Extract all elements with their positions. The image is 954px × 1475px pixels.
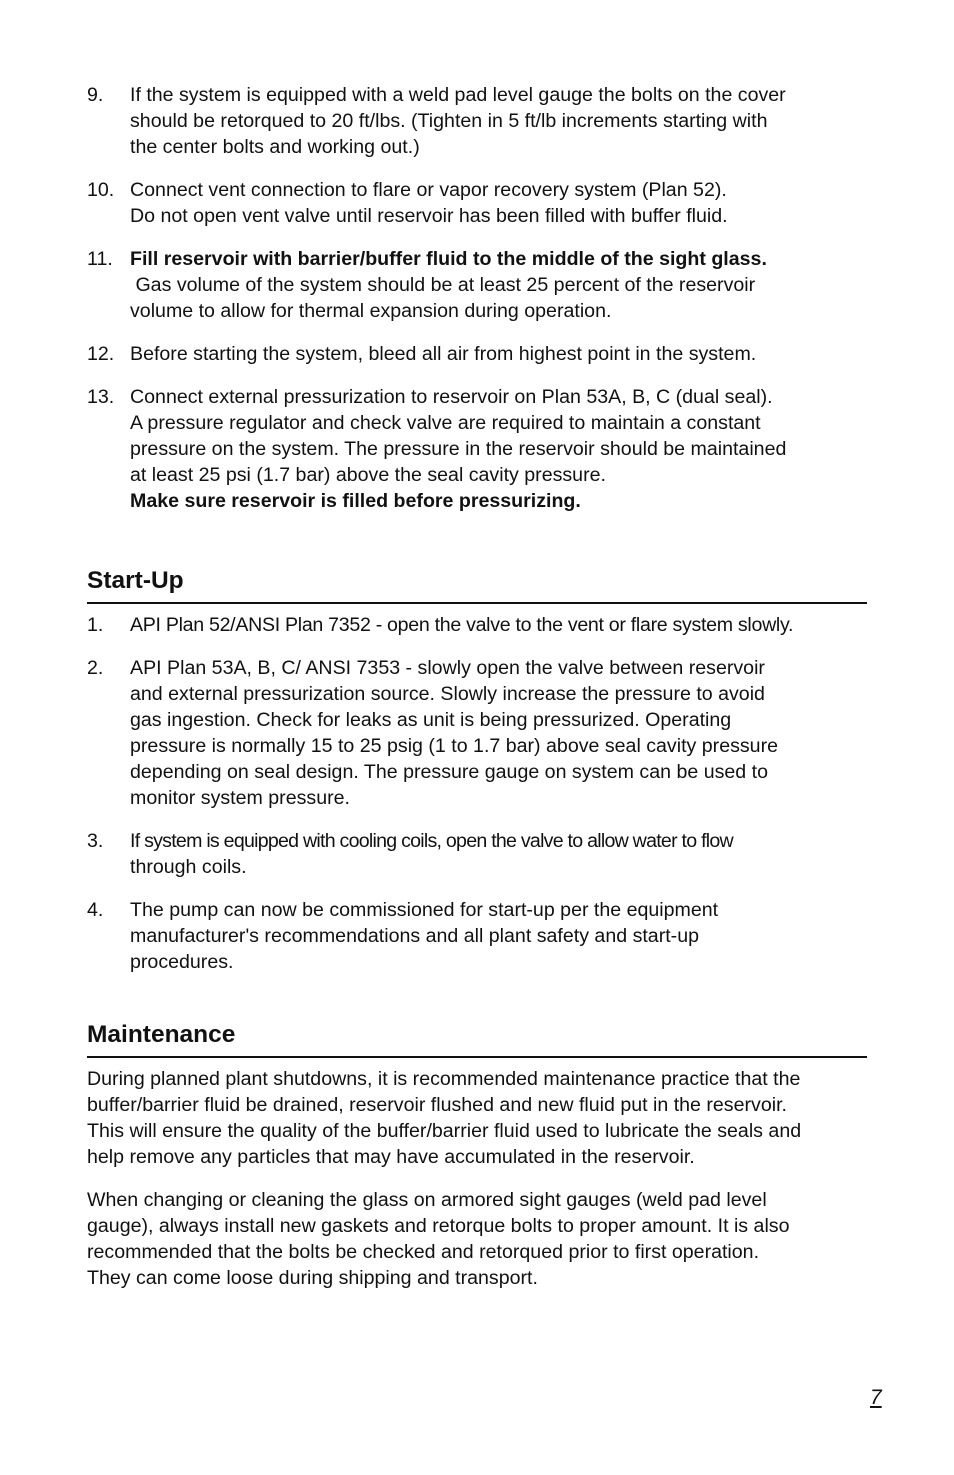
- step-number: 10.: [87, 179, 115, 201]
- text-line: the center bolts and working out.): [130, 136, 420, 158]
- text-line: gas ingestion. Check for leaks as unit is being pressurized. Operating: [130, 709, 732, 731]
- text-line: Connect external pressurization to reservoir on Plan 53A, B, C (dual seal).: [130, 386, 773, 408]
- startup-section: [87, 566, 867, 975]
- step-text: [130, 177, 867, 229]
- list-item: [87, 341, 867, 367]
- step-text: [130, 246, 867, 324]
- text-line: monitor system pressure.: [130, 787, 350, 809]
- step-number: 11.: [87, 248, 113, 270]
- step-text: [130, 82, 867, 160]
- maintenance-section: [87, 1020, 867, 1291]
- text-line: Do not open vent valve until reservoir has been filled with buffer fluid.: [130, 205, 728, 227]
- emphasis-line: Fill reservoir with barrier/buffer fluid to the middle of the sight glass.: [130, 248, 767, 270]
- text-line: Connect vent connection to flare or vapor recovery system (Plan 52).: [130, 179, 727, 201]
- step-number: 3.: [87, 830, 104, 852]
- document-page: [87, 82, 867, 1308]
- step-number: 12.: [87, 343, 115, 365]
- text-line: procedures.: [130, 951, 234, 973]
- startup-steps-list: [87, 612, 867, 975]
- text-line: Before starting the system, bleed all air from highest point in the system.: [130, 343, 757, 365]
- text-line: gauge), always install new gaskets and retorque bolts to proper amount. It is also: [87, 1215, 790, 1237]
- list-item: [87, 612, 867, 638]
- text-line: buffer/barrier fluid be drained, reservoir flushed and new fluid put in the reservoir.: [87, 1094, 787, 1116]
- page-number: 7: [870, 1386, 882, 1409]
- text-line: and external pressurization source. Slowly increase the pressure to avoid: [130, 683, 765, 705]
- step-text: [130, 897, 867, 975]
- text-line: When changing or cleaning the glass on armored sight gauges (weld pad level: [87, 1189, 767, 1211]
- step-text: [130, 655, 867, 811]
- step-text: [130, 341, 867, 367]
- section-title: Start-Up: [87, 566, 867, 604]
- text-line: API Plan 52/ANSI Plan 7352 - open the valve to the vent or flare system slowly.: [130, 614, 794, 636]
- text-line: This will ensure the quality of the buffer/barrier fluid used to lubricate the seals and: [87, 1120, 802, 1142]
- text-line: If system is equipped with cooling coils, open the valve to allow water to flow: [130, 830, 733, 852]
- text-line: They can come loose during shipping and transport.: [87, 1267, 538, 1289]
- text-line: manufacturer's recommendations and all plant safety and start-up: [130, 925, 699, 947]
- step-text: [130, 612, 867, 638]
- paragraph: [87, 1066, 867, 1170]
- text-line: Gas volume of the system should be at least 25 percent of the reservoir: [130, 274, 756, 296]
- step-text: [130, 384, 867, 514]
- section-title: Maintenance: [87, 1020, 867, 1058]
- paragraph: [87, 1187, 867, 1291]
- text-line: should be retorqued to 20 ft/lbs. (Tighten in 5 ft/lb increments starting with: [130, 110, 768, 132]
- text-line: API Plan 53A, B, C/ ANSI 7353 - slowly open the valve between reservoir: [130, 657, 765, 679]
- list-item: [87, 82, 867, 160]
- step-number: 4.: [87, 899, 104, 921]
- text-line: at least 25 psi (1.7 bar) above the seal cavity pressure.: [130, 464, 606, 486]
- step-number: 13.: [87, 386, 115, 408]
- text-line: pressure on the system. The pressure in the reservoir should be maintained: [130, 438, 787, 460]
- list-item: [87, 897, 867, 975]
- text-line: through coils.: [130, 856, 247, 878]
- maintenance-body: [87, 1066, 867, 1291]
- installation-steps-list: [87, 82, 867, 514]
- list-item: [87, 246, 867, 324]
- step-number: 2.: [87, 657, 104, 679]
- text-line: The pump can now be commissioned for start-up per the equipment: [130, 899, 719, 921]
- list-item: [87, 177, 867, 229]
- list-item: [87, 828, 867, 880]
- list-item: [87, 655, 867, 811]
- step-text: [130, 828, 867, 880]
- text-line: recommended that the bolts be checked and retorqued prior to first operation.: [87, 1241, 760, 1263]
- list-item: [87, 384, 867, 514]
- step-number: 9.: [87, 84, 104, 106]
- text-line: depending on seal design. The pressure gauge on system can be used to: [130, 761, 768, 783]
- text-line: volume to allow for thermal expansion during operation.: [130, 300, 612, 322]
- text-line: If the system is equipped with a weld pad level gauge the bolts on the cover: [130, 84, 786, 106]
- text-line: help remove any particles that may have accumulated in the reservoir.: [87, 1146, 695, 1168]
- text-line: During planned plant shutdowns, it is recommended maintenance practice that the: [87, 1068, 801, 1090]
- text-line: A pressure regulator and check valve are required to maintain a constant: [130, 412, 761, 434]
- text-line: pressure is normally 15 to 25 psig (1 to 1.7 bar) above seal cavity pressure: [130, 735, 779, 757]
- emphasis-line: Make sure reservoir is filled before pressurizing.: [130, 490, 581, 512]
- step-number: 1.: [87, 614, 104, 636]
